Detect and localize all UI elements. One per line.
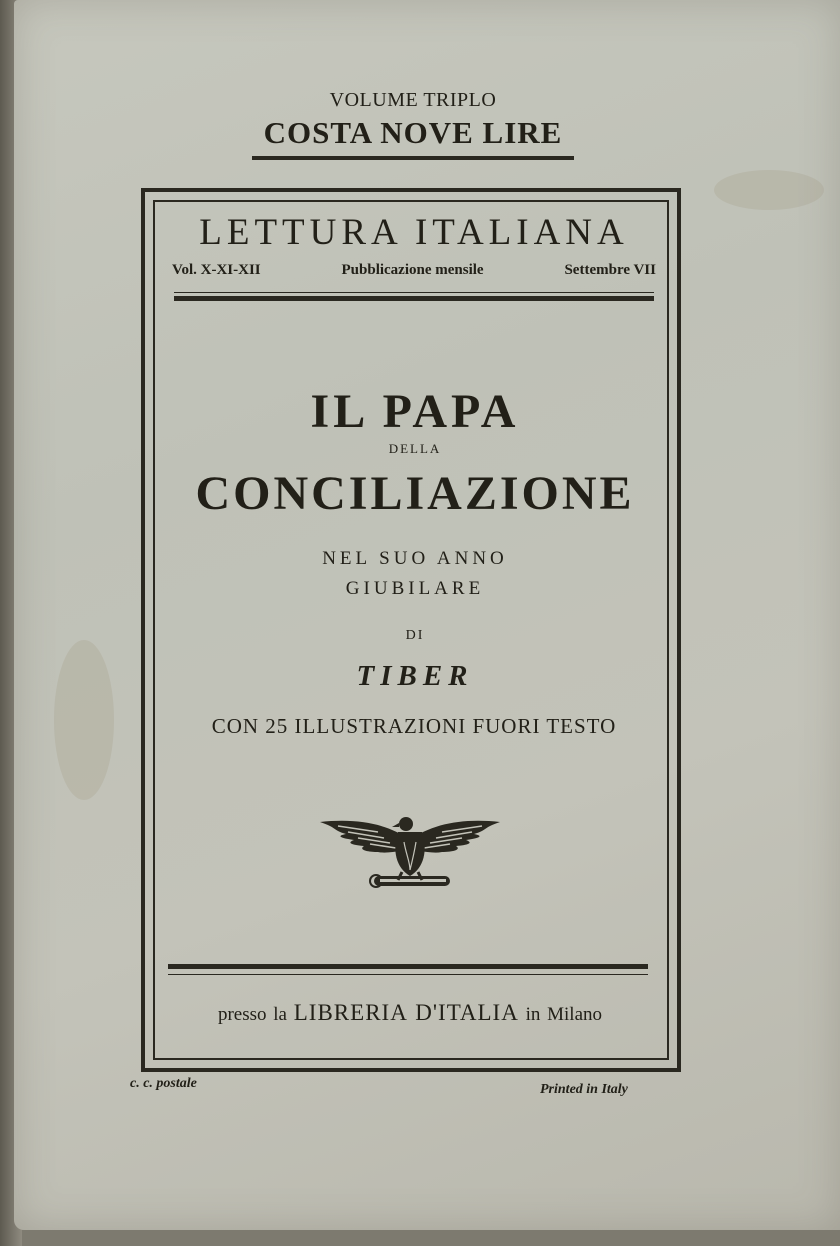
book-author: TIBER — [356, 660, 474, 692]
postal-note: c. c. postale — [130, 1076, 197, 1091]
price-block — [252, 86, 574, 160]
publisher-name: LIBRERIA D'ITALIA — [293, 1000, 519, 1025]
eagle-emblem-icon — [318, 810, 502, 900]
divider — [174, 292, 654, 293]
book-title-connector: DELLA — [388, 441, 442, 456]
series-issue-date: Settembre VII — [564, 262, 656, 278]
publisher-line — [150, 998, 670, 1030]
divider — [168, 974, 648, 975]
divider — [174, 296, 654, 301]
series-meta — [172, 262, 656, 279]
series-frequency: Pubblicazione mensile — [341, 262, 484, 278]
paper-stain — [714, 170, 824, 210]
book-title-line-1: IL PAPA — [310, 385, 520, 438]
printed-in-note: Printed in Italy — [540, 1082, 628, 1097]
publisher-prefix: presso la — [217, 1004, 287, 1025]
paper-stain — [54, 640, 114, 800]
author-by-label: DI — [405, 628, 425, 643]
series-title: LETTURA ITALIANA — [199, 212, 629, 253]
illustrations-note: CON 25 ILLUSTRAZIONI FUORI TESTO — [211, 714, 617, 738]
book-subtitle-line-1: NEL SUO ANNO — [322, 548, 508, 569]
publisher-suffix: in Milano — [525, 1004, 603, 1025]
volume-label: VOLUME TRIPLO — [329, 89, 497, 111]
book-title-line-2: CONCILIAZIONE — [195, 467, 635, 520]
book-subtitle — [160, 544, 670, 604]
series-volume-numbers: Vol. X-XI-XII — [172, 262, 261, 278]
price-underline — [252, 156, 574, 160]
price-label: COSTA NOVE LIRE — [263, 115, 563, 150]
divider — [168, 964, 648, 969]
book-subtitle-line-2: GIUBILARE — [345, 578, 485, 599]
